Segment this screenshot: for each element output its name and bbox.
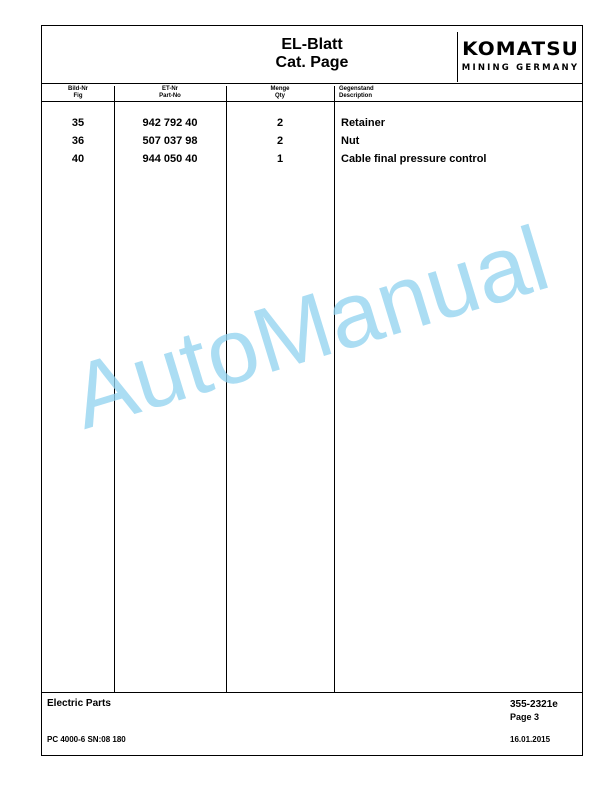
column-header-desc [339, 86, 579, 100]
column-header-qty [226, 86, 334, 100]
cell-qty: 2 [276, 117, 284, 129]
watermark: AutoManual [60, 207, 560, 449]
logo-brand: KOMATSU [462, 38, 579, 60]
column-header-fig [42, 86, 114, 100]
cell-qty: 2 [276, 135, 284, 147]
column-divider [334, 86, 335, 692]
page-header [42, 26, 582, 84]
cell-part-no: 942 792 40 [142, 117, 198, 129]
cell-fig: 36 [71, 135, 85, 147]
header-divider [42, 101, 582, 102]
column-header-desc-en: Description [339, 93, 373, 99]
footer-machine: PC 4000-6 SN:08 180 [47, 735, 126, 744]
cell-qty: 1 [276, 153, 284, 165]
logo-subtitle: MINING GERMANY [461, 63, 580, 73]
cell-description: Retainer [341, 117, 386, 129]
title-german: EL-Blatt [281, 36, 343, 53]
cell-fig: 35 [71, 117, 85, 129]
footer-section: Electric Parts [47, 698, 111, 709]
footer-date: 16.01.2015 [510, 735, 551, 744]
footer-doc-number: 355-2321e [510, 699, 558, 710]
cell-description: Nut [341, 135, 360, 147]
footer-divider [42, 692, 582, 693]
column-header-part-en: Part-No [159, 93, 181, 99]
cell-fig: 40 [71, 153, 85, 165]
column-header-part-de: ET-Nr [161, 86, 178, 92]
cell-part-no: 944 050 40 [142, 153, 198, 165]
cell-part-no: 507 037 98 [142, 135, 198, 147]
footer-page-number: Page 3 [510, 712, 540, 722]
column-header-desc-de: Gegenstand [339, 86, 374, 92]
column-header-qty-en: Qty [274, 93, 285, 99]
column-header-fig-en: Fig [73, 93, 83, 99]
komatsu-logo [457, 32, 583, 82]
title-english: Cat. Page [275, 54, 349, 71]
column-header-qty-de: Menge [270, 86, 290, 92]
column-header-fig-de: Bild-Nr [68, 86, 88, 92]
column-header-part [114, 86, 226, 100]
cell-description: Cable final pressure control [341, 153, 487, 165]
